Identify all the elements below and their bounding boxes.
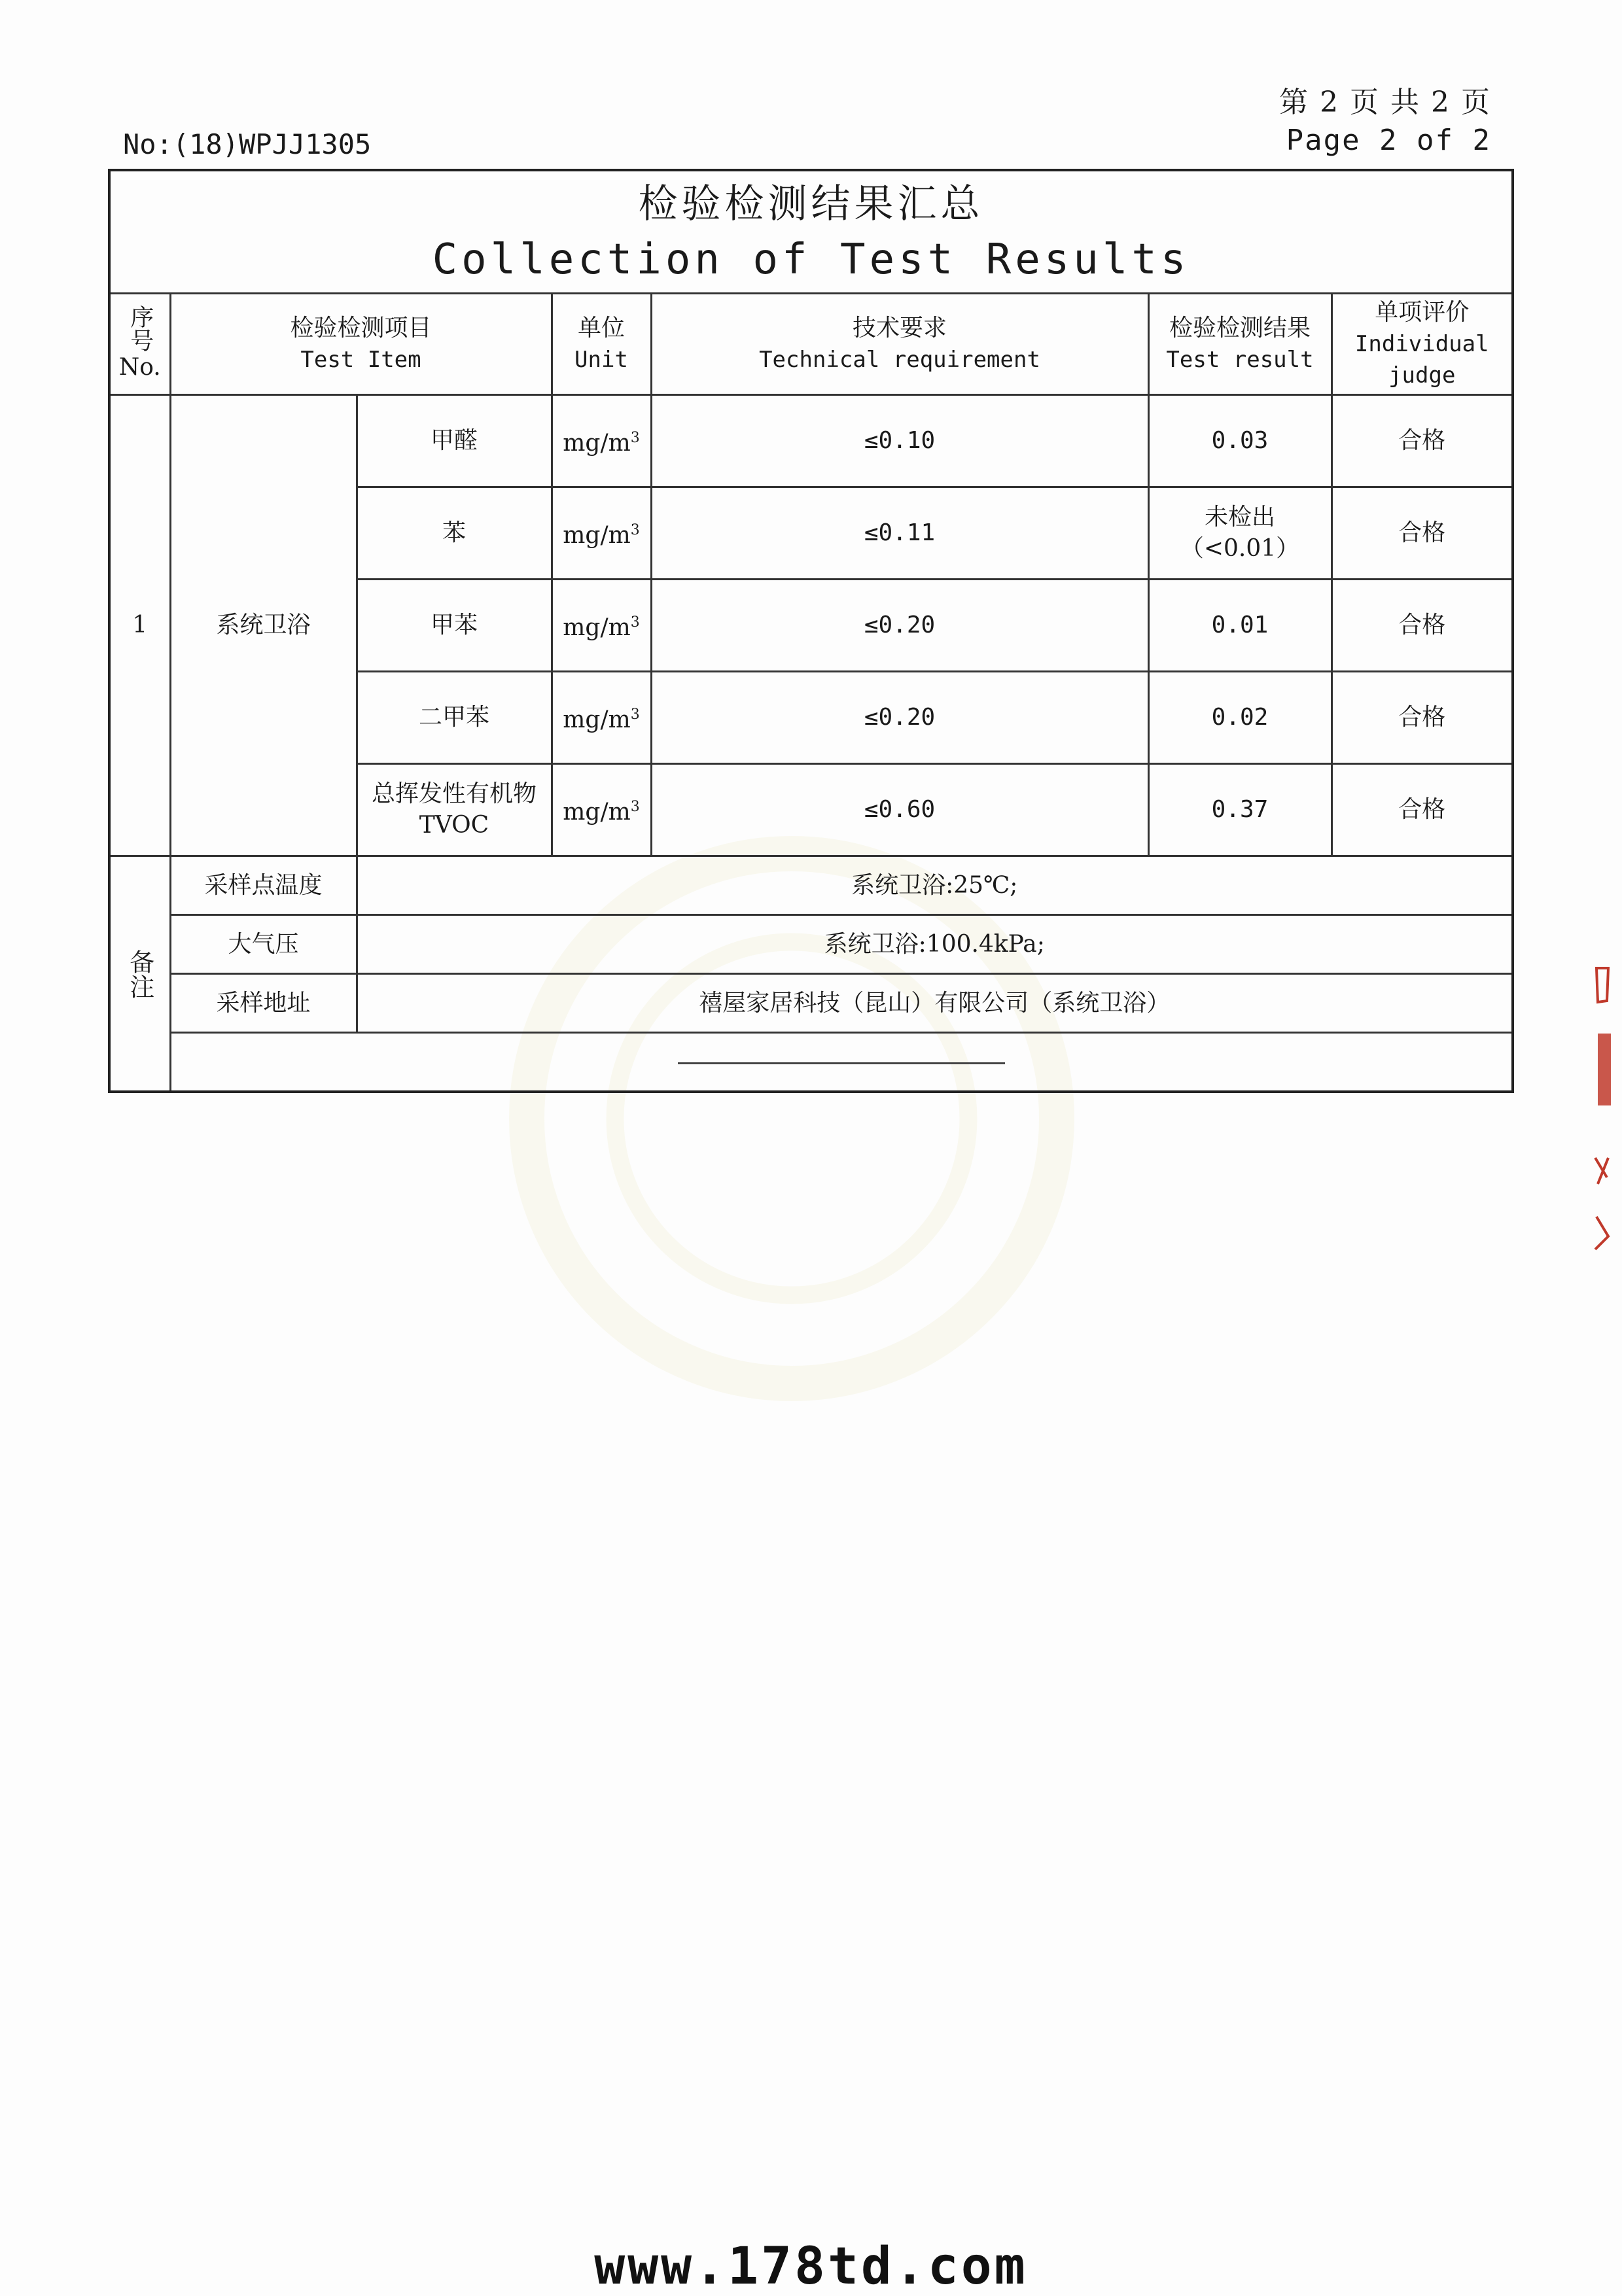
table-title-row: [109, 170, 1513, 294]
sample-name: 系统卫浴: [170, 395, 357, 856]
table-header-row: [109, 294, 1513, 395]
individual-judge: 合格: [1331, 764, 1513, 856]
page-counter-zh: 第 2 页 共 2 页: [1279, 86, 1491, 119]
remark-value-temperature: 系统卫浴:25℃;: [357, 856, 1513, 915]
header-technical-requirement: 技术要求 Technical requirement: [651, 294, 1148, 395]
test-item: 甲苯: [357, 580, 552, 672]
test-item: 苯: [357, 487, 552, 580]
header-test-result: 检验检测结果 Test result: [1148, 294, 1331, 395]
page-counter: [1279, 84, 1491, 160]
individual-judge: 合格: [1331, 672, 1513, 764]
test-item: 总挥发性有机物TVOC: [357, 764, 552, 856]
unit-cell: $mg/m^3$: [552, 487, 651, 580]
table-title-zh: 检验检测结果汇总: [638, 181, 984, 227]
site-watermark: www.178td.com: [594, 2237, 1028, 2296]
test-result: 0.01: [1148, 580, 1331, 672]
test-item: 甲醛: [357, 395, 552, 487]
individual-judge: 合格: [1331, 395, 1513, 487]
row-number: 1: [109, 395, 170, 856]
header-test-item: 检验检测项目 Test Item: [170, 294, 552, 395]
test-result: 未检出（<0.01）: [1148, 487, 1331, 580]
technical-requirement: ≤0.20: [651, 672, 1148, 764]
unit-cell: $mg/m^3$: [552, 672, 651, 764]
remark-row: [109, 856, 1513, 915]
table-title-en: Collection of Test Results: [432, 235, 1190, 284]
test-item: 二甲苯: [357, 672, 552, 764]
header-no: 序号 No.: [109, 294, 170, 395]
remarks-label: 备注: [109, 856, 170, 1092]
technical-requirement: ≤0.20: [651, 580, 1148, 672]
page-counter-en: Page 2 of 2: [1286, 124, 1491, 157]
red-stamp-fragment-icon: [1589, 962, 1615, 1256]
header-unit: 单位 Unit: [552, 294, 651, 395]
remark-label-address: 采样地址: [170, 974, 357, 1033]
report-number: No:(18)WPJJ1305: [123, 128, 372, 160]
remark-value-address: 禧屋家居科技（昆山）有限公司（系统卫浴）: [357, 974, 1513, 1033]
end-dash: [678, 1062, 1005, 1064]
remark-row: [109, 974, 1513, 1033]
test-result: 0.37: [1148, 764, 1331, 856]
test-result: 0.03: [1148, 395, 1331, 487]
remark-label-pressure: 大气压: [170, 915, 357, 974]
individual-judge: 合格: [1331, 580, 1513, 672]
end-of-report-line: [170, 1033, 1513, 1092]
individual-judge: 合格: [1331, 487, 1513, 580]
technical-requirement: ≤0.60: [651, 764, 1148, 856]
table-title: [109, 170, 1513, 294]
technical-requirement: ≤0.10: [651, 395, 1148, 487]
test-result: 0.02: [1148, 672, 1331, 764]
unit-cell: $mg/m^3$: [552, 580, 651, 672]
remark-value-pressure: 系统卫浴:100.4kPa;: [357, 915, 1513, 974]
test-results-table: [108, 169, 1514, 1093]
remark-label-temperature: 采样点温度: [170, 856, 357, 915]
technical-requirement: ≤0.11: [651, 487, 1148, 580]
table-row: [109, 395, 1513, 487]
header-individual-judge: 单项评价 Individual judge: [1331, 294, 1513, 395]
remark-row-end: [109, 1033, 1513, 1092]
unit-cell: $mg/m^3$: [552, 764, 651, 856]
remark-row: [109, 915, 1513, 974]
unit-cell: $mg/m^3$: [552, 395, 651, 487]
